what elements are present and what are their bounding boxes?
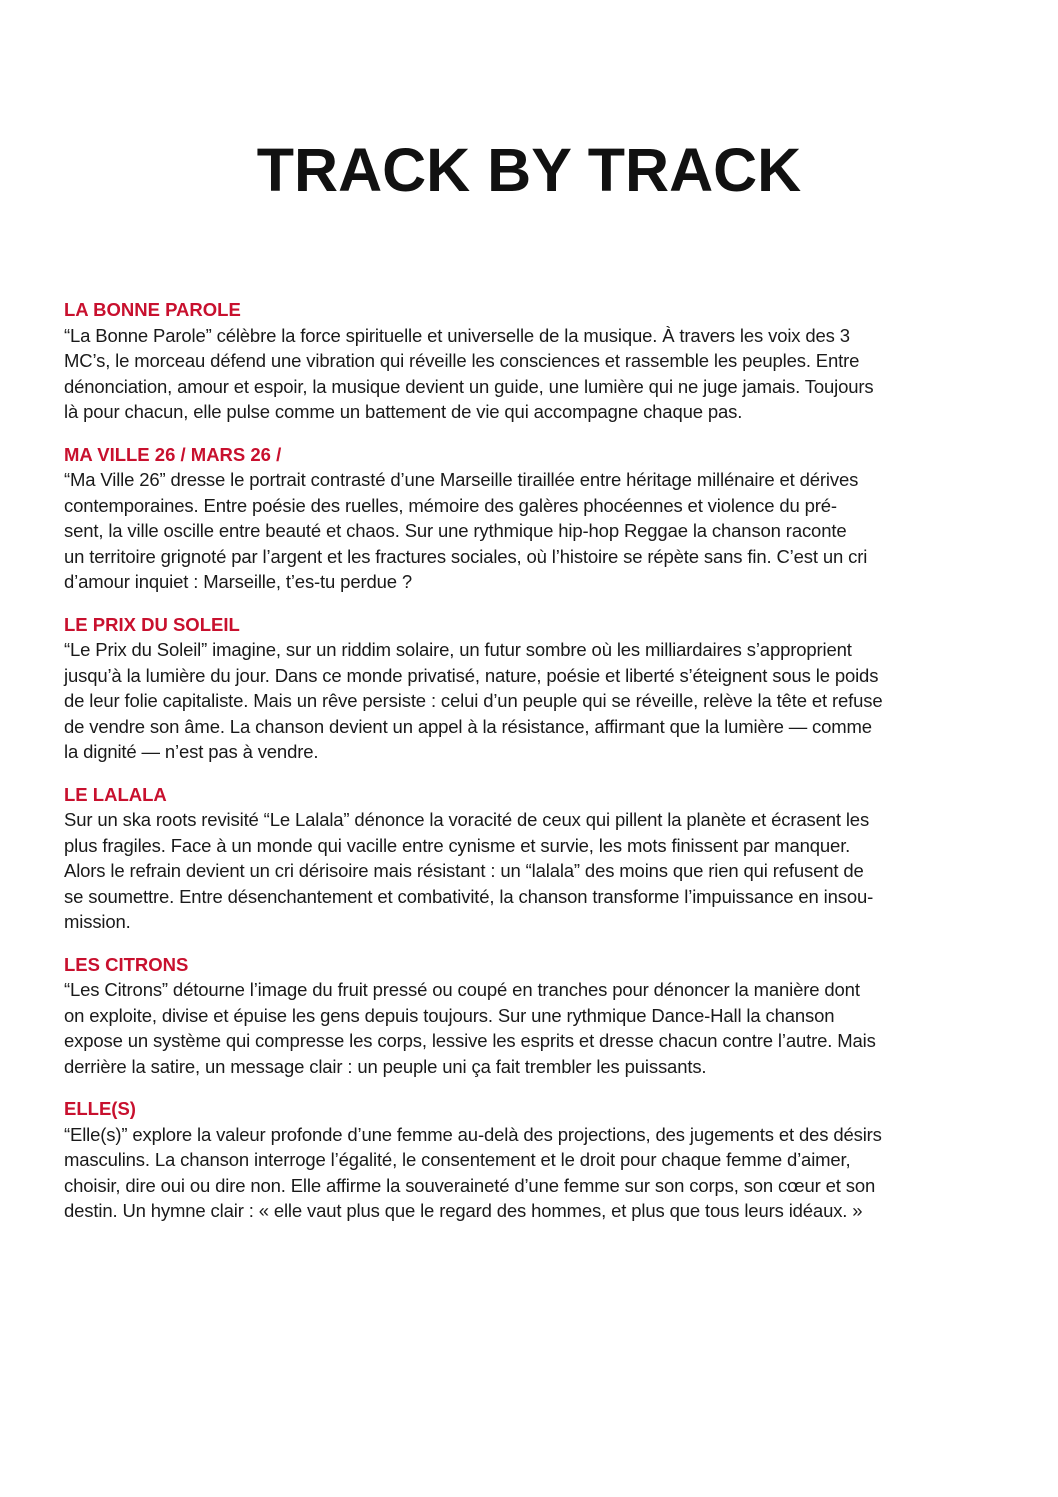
track-la-bonne-parole [64,297,1004,425]
track-title: LE LALALA [64,783,167,805]
track-title: LE PRIX DU SOLEIL [64,613,240,635]
track-title: LES CITRONS [64,953,189,975]
track-description: “Elle(s)” explore la valeur profonde d’une femme au-delà des projections, des jugements et des désirs masculins. La chanson interroge l’égalité, le consentement et le droit pour chaque femme d’aimer, choisir, dire oui ou dire non. Elle affirme la souveraineté d’une femme sur son corps, son cœur et son destin. Un hymne clair : « elle vaut plus que le regard des hommes, et plus que tous leurs idéaux. » [64,1123,882,1221]
track-title: ELLE(S) [64,1098,136,1119]
track-le-prix-du-soleil [64,612,1004,765]
track-description: “Le Prix du Soleil” imagine, sur un riddim solaire, un futur sombre où les milliardaires s’approprient jusqu’à la lumière du jour. Dans ce monde privatisé, nature, poésie et liberté s’éteignent sous le poids de leur folie capitaliste. Mais un rêve persiste : celui d’un peuple qui se réveille, relève la tête et refuse de vendre son âme. La chanson devient un appel à la résistance, affirmant que la lumière — comme la dignité — n’est pas à vendre. [64,639,883,762]
track-list [64,297,1004,1241]
page-title: TRACK BY TRACK [256,136,802,204]
track-description: “Les Citrons” détourne l’image du fruit pressé ou coupé en tranches pour dénoncer la manière dont on exploite, divise et épuise les gens depuis toujours. Sur une rythmique Dance-Hall la chanson expose un système qui compresse les corps, lessive les esprits et dresse chacun contre l’autre. Mais derrière la satire, un message clair : un peuple uni ça fait trembler les puissants. [64,979,876,1077]
track-title: MA VILLE 26 / MARS 26 / [64,443,282,465]
track-title: LA BONNE PAROLE [64,299,241,320]
track-description: Sur un ska roots revisité “Le Lalala” dénonce la voracité de ceux qui pillent la planète et écrasent les plus fragiles. Face à un monde qui vacille entre cynisme et survie, les mots finissent par manquer. Alors le refrain devient un cri dérisoire mais résistant : un “lalala” des moins que rien qui refusent de se soumettre. Entre désenchantement et combativité, la chanson transforme l’impuissance en insou- mission. [64,809,874,932]
track-les-citrons [64,952,1004,1080]
track-ma-ville-26 [64,442,1004,595]
track-elles [64,1096,1004,1224]
track-description: “Ma Ville 26” dresse le portrait contrasté d’une Marseille tiraillée entre héritage millénaire et dérives contemporaines. Entre poésie des ruelles, mémoire des galères phocéennes et violence du pré- sent, la ville oscille entre beauté et chaos. Sur une rythmique hip-hop Reggae la chanson raconte un territoire grignoté par l’argent et les fractures sociales, où l’histoire se répète sans fin. C’est un cri d’amour inquiet : Marseille, t’es-tu perdue ? [64,469,868,592]
track-le-lalala [64,782,1004,935]
track-description: “La Bonne Parole” célèbre la force spirituelle et universelle de la musique. À travers les voix des 3 MC’s, le morceau défend une vibration qui réveille les consciences et rassemble les peuples. Entre dénonciation, amour et espoir, la musique devient un guide, une lumière qui ne juge jamais. Toujours là pour chacun, elle pulse comme un battement de vie qui accompagne chaque pas. [64,324,874,422]
